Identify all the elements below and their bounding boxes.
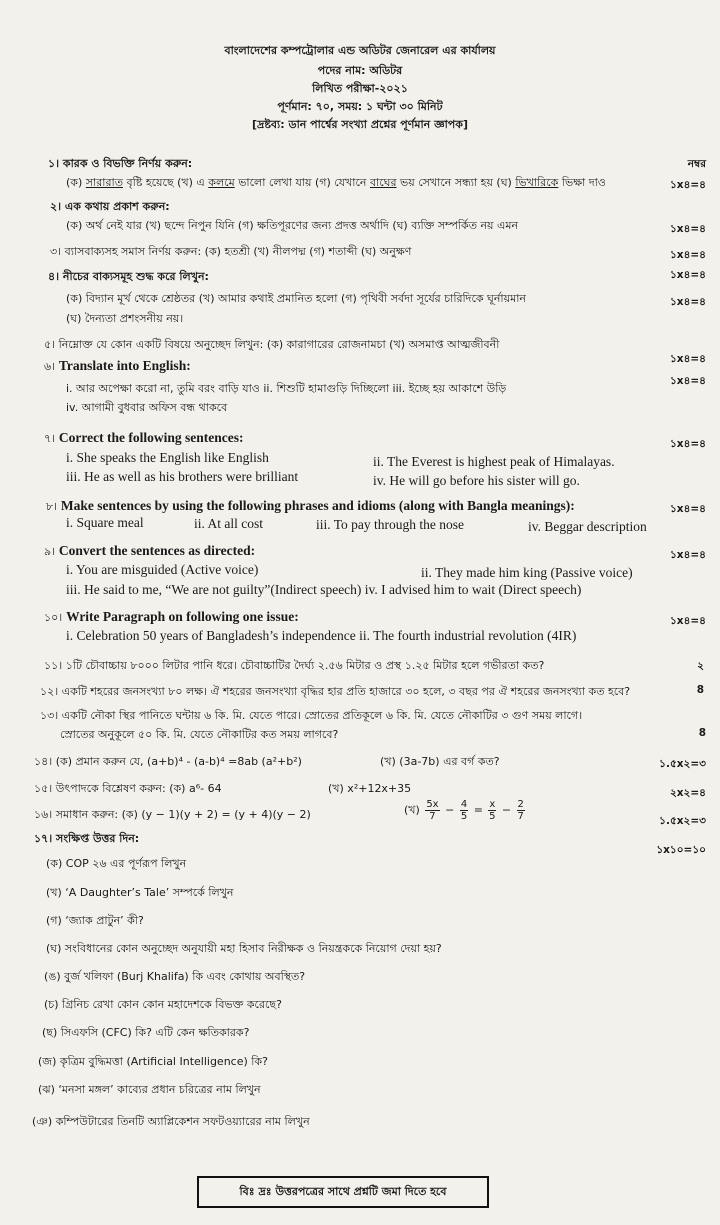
list-item: (ঞ) কম্পিউটারের তিনটি অ্যাপ্লিকেশন সফটওয়্যারের নাম লিখুন <box>32 1115 310 1128</box>
phrase-iv: iv. Beggar description <box>528 519 647 534</box>
question-body-line: i. Celebration 50 years of Bangladesh’s independence ii. The fourth industrial revolution (4IR) <box>66 628 577 643</box>
question-marks: ১.৫x২=৩ <box>659 815 706 827</box>
question-marks: ১x৪=৪ <box>669 296 706 308</box>
question-marks: ১x৪=৪ <box>669 249 706 261</box>
phrase-i: i. Square meal <box>66 515 144 530</box>
sentence-ii: ii. They made him king (Passive voice) <box>421 565 633 580</box>
question-marks: ১x৪=৪ <box>669 615 706 627</box>
question-title: ১। কারক ও বিভক্তি নির্ণয় করুন: <box>48 157 193 170</box>
question-marks: ১x৪=৪ <box>669 223 706 235</box>
sentence-ii: ii. The Everest is highest peak of Himalayas. <box>373 454 615 469</box>
sentence-iii-iv: iii. He said to me, “We are not guilty”(Indirect speech) iv. I advised him to wait (Direct speech) <box>66 582 582 597</box>
list-item: (চ) গ্রিনিচ রেখা কোন কোন মহাদেশকে বিভক্ত করেছে? <box>44 998 282 1011</box>
question-part-b: (খ) (3a-7b) এর বর্গ কত? <box>380 755 500 768</box>
question-title: ৪। নীচের বাক্যসমূহ শুদ্ধ করে লিখুন: <box>48 270 209 283</box>
sentence-iii: iii. He as well as his brothers were brilliant <box>66 469 299 484</box>
question-part-a: ১৫। উৎপাদকে বিশ্লেষণ করুন: (ক) a⁶- 64 <box>34 782 222 795</box>
sentence-iv: iv. He will go before his sister will go. <box>373 473 580 488</box>
question-title: ১৭। সংক্ষিপ্ত উত্তর দিন: <box>34 832 140 845</box>
question-title: ১০। Write Paragraph on following one issue: <box>44 609 299 624</box>
question-title: ৬। Translate into English: <box>44 358 191 373</box>
fraction-4-5: $\frac{4}{5}$ <box>460 799 468 822</box>
fraction-2-7: $\frac{2}{7}$ <box>517 799 524 822</box>
list-item: (গ) ‘জ্যাক প্রাটুন’ কী? <box>46 914 144 927</box>
list-item: (ঝ) ‘মনসা মঙ্গল’ কাব্যের প্রধান চরিত্রের নাম লিখুন <box>38 1083 261 1096</box>
list-item: (জ) কৃত্রিম বুদ্ধিমত্তা (Artificial Intelligence) কি? <box>38 1055 268 1068</box>
phrase-iii: iii. To pay through the nose <box>316 517 465 532</box>
question-marks: ১x৪=৪ <box>669 353 706 365</box>
question-body-line: (ঘ) দৈন্যতা প্রশংসনীয় নয়। <box>66 312 184 325</box>
question-marks: ১x৪=৪ <box>669 179 706 191</box>
question-body-line: (ক) বিদ্যান মূর্খ থেকে শ্রেষ্ঠতর (খ) আমার কথাই প্রমানিত হলো (গ) পৃথিবী সর্বদা সূর্যের চারিদিকে ঘূর্নায়মান <box>66 292 526 305</box>
submission-note: বিঃ দ্রঃ উত্তরপত্রের সাথে প্রশ্নটি জমা দিতে হবে <box>197 1176 489 1208</box>
question-part-b: (খ) $\frac{5x}{7}$ − $\frac{4}{5}$ = $\frac{x}{5}$ − $\frac{2}{7}$ <box>404 799 524 822</box>
question-body: ৫। নিম্নোক্ত যে কোন একটি বিষয়ে অনুচ্ছেদ লিখুন: (ক) কারাগারের রোজনামচা (খ) অসমাপ্ত আত্মজীবনী <box>44 338 500 351</box>
question-body-line: ১৩। একটি নৌকা স্থির পানিতে ঘন্টায় ৬ কি. মি. যেতে পারে। স্রোতের প্রতিকূলে ৬ কি. মি. যেতে নৌকাটির ৩ গুণ সময় লাগে। <box>40 709 583 722</box>
question-body: ১২। একটি শহরের জনসংখ্যা ৮০ লক্ষ। ঐ শহরের জনসংখ্যা বৃদ্ধির হার প্রতি হাজারে ৩০ হলে, ৩ বছর পর ঐ শহরের জনসংখ্যা কত হবে? <box>40 685 631 698</box>
question-marks: ১.৫x২=৩ <box>659 758 706 770</box>
question-marks: ১x৪=৪ <box>669 438 706 450</box>
list-item: (ক) COP ২৬ এর পূর্ণরূপ লিখুন <box>46 857 187 870</box>
list-item: (খ) ‘A Daughter’s Tale’ সম্পর্কে লিখুন <box>46 886 234 899</box>
question-title: ৮। Make sentences by using the following phrases and idioms (along with Bangla meanings): <box>46 498 575 513</box>
question-marks: ১x৪=৪ <box>669 375 706 387</box>
question-body: (ক) সারারাত বৃষ্টি হয়েছে (খ) এ কলমে ভালো লেখা যায় (গ) যেখানে বাঘের ভয় সেখানে সন্ধ্যা হয় (ঘ) ভিখারিকে ভিক্ষা দাও <box>66 176 606 189</box>
list-item: (ছ) সিএফসি (CFC) কি? এটি কেন ক্ষতিকারক? <box>42 1026 250 1039</box>
question-marks: 8 <box>696 684 704 696</box>
question-body-line: i. আর অপেক্ষা করো না, তুমি বরং বাড়ি যাও ii. শিশুটি হামাগুড়ি দিচ্ছিলো iii. ইচ্ছে হয় আকাশে উড়ি <box>66 382 507 395</box>
question-marks: ২ <box>697 660 704 672</box>
question-marks: 8 <box>698 727 706 739</box>
question-body-line: iv. আগামী বুধবার অফিস বন্ধ থাকবে <box>66 401 228 414</box>
question-marks: ২x২=৪ <box>669 787 706 799</box>
question-body: ১১। ১টি চৌবাচ্চায় ৮০০০ লিটার পানি ধরে। চৌবাচ্চাটির দৈর্ঘ্য ২.৫৬ মিটার ও প্রস্থ ১.২৫ মিটার হলে গভীরতা কত? <box>44 659 545 672</box>
question-marks: ১x৪=৪ <box>669 269 706 281</box>
question-marks: ১x১০=১০ <box>656 844 706 856</box>
fraction-x-5: $\frac{x}{5}$ <box>489 799 496 822</box>
question-title: ২। এক কথায় প্রকাশ করুন: <box>50 200 170 213</box>
question-body: ৩। ব্যাসবাক্যসহ সমাস নির্ণয় করুন: (ক) হতশ্রী (খ) নীলপদ্ম (গ) শতাব্দী (ঘ) অনুক্ষণ <box>50 245 412 258</box>
full-marks-time: পূর্ণমান: ৭০, সময়: ১ ঘন্টা ৩০ মিনিট <box>277 100 443 113</box>
list-item: (ঙ) বুর্জ খলিফা (Burj Khalifa) কি এবং কোথায় অবস্থিত? <box>44 970 306 983</box>
marks-column-header: নম্বর <box>687 158 706 170</box>
sentence-i: i. She speaks the English like English <box>66 450 269 465</box>
sentence-i: i. You are misguided (Active voice) <box>66 562 259 577</box>
fraction-5x-7: $\frac{5x}{7}$ <box>426 799 439 822</box>
phrase-ii: ii. At all cost <box>194 516 263 531</box>
post-name: পদের নাম: অডিটর <box>317 64 403 77</box>
office-title: বাংলাদেশের কম্পট্রোলার এন্ড অডিটর জেনারেল এর কার্যালয় <box>224 44 496 57</box>
question-body: (ক) অর্থ নেই যার (খ) ছন্দে নিপুন যিনি (গ) ক্ষতিপূরণের জন্য প্রদত্ত অর্থাদি (ঘ) ব্যক্তি সম্পর্কিত নয় এমন <box>66 219 519 232</box>
question-marks: ১x৪=৪ <box>669 549 706 561</box>
instruction-note: [দ্রষ্টব্য: ডান পার্শ্বের সংখ্যা প্রশ্নের পূর্ণমান জ্ঞাপক] <box>252 118 468 131</box>
question-title: ৯। Convert the sentences as directed: <box>44 543 256 558</box>
question-part-b: (খ) x²+12x+35 <box>328 782 412 795</box>
question-marks: ১x৪=৪ <box>669 503 706 515</box>
list-item: (ঘ) সংবিধানের কোন অনুচ্ছেদ অনুযায়ী মহা হিসাব নিরীক্ষক ও নিয়ন্ত্রককে নিয়োগ দেয়া হয়? <box>46 942 442 955</box>
question-part-a: ১৬। সমাধান করুন: (ক) (y − 1)(y + 2) = (y + 4)(y − 2) <box>34 808 311 821</box>
question-part-a: ১৪। (ক) প্রমান করুন যে, (a+b)⁴ - (a-b)⁴ =8ab (a²+b²) <box>34 755 302 768</box>
question-body-line: স্রোতের অনুকূলে ৫০ কি. মি. যেতে নৌকাটির কত সময় লাগবে? <box>60 728 339 741</box>
exam-title: লিখিত পরীক্ষা-২০২১ <box>312 82 408 95</box>
question-title: ৭। Correct the following sentences: <box>44 430 244 445</box>
